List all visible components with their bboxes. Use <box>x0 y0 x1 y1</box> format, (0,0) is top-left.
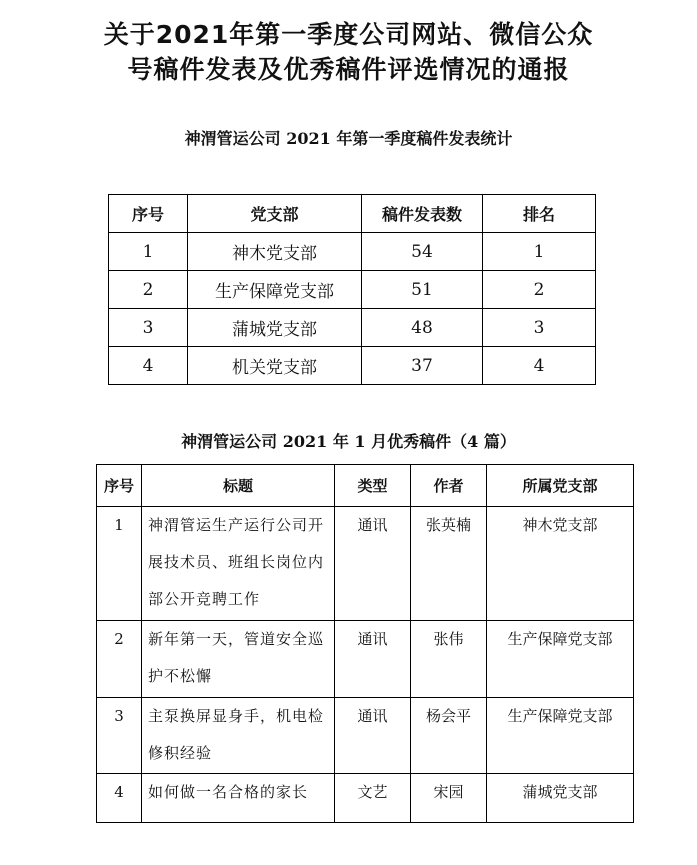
cell-article-title: 新年第一天，管道安全巡护不松懈 <box>142 621 335 698</box>
excellent-articles-table <box>96 464 634 823</box>
cell-rank: 1 <box>483 233 596 271</box>
cell-index: 2 <box>97 621 142 698</box>
cell-branch: 生产保障党支部 <box>487 621 634 698</box>
header-index: 序号 <box>109 195 188 233</box>
document-title-line-1: 关于2021年第一季度公司网站、微信公众 <box>103 20 594 49</box>
table-row <box>109 347 596 385</box>
document-title-line-2: 号稿件发表及优秀稿件评选情况的通报 <box>127 55 570 84</box>
cell-author: 宋园 <box>411 774 487 823</box>
cell-rank: 3 <box>483 309 596 347</box>
header-branch: 党支部 <box>188 195 362 233</box>
table2-caption: 神渭管运公司 2021 年 1 月优秀稿件（4 篇） <box>181 432 516 451</box>
table-row <box>109 233 596 271</box>
cell-branch: 蒲城党支部 <box>487 774 634 823</box>
cell-index: 3 <box>109 309 188 347</box>
cell-branch: 神木党支部 <box>188 233 362 271</box>
cell-branch: 机关党支部 <box>188 347 362 385</box>
cell-count: 54 <box>362 233 483 271</box>
cell-type: 文艺 <box>335 774 411 823</box>
cell-index: 2 <box>109 271 188 309</box>
cell-branch: 神木党支部 <box>487 507 634 621</box>
table-row <box>109 309 596 347</box>
cell-index: 1 <box>97 507 142 621</box>
cell-article-title: 神渭管运生产运行公司开展技术员、班组长岗位内部公开竞聘工作 <box>142 507 335 621</box>
table-row <box>97 698 634 774</box>
cell-branch: 生产保障党支部 <box>487 698 634 774</box>
header-branch: 所属党支部 <box>487 465 634 507</box>
cell-index: 1 <box>109 233 188 271</box>
cell-article-title: 如何做一名合格的家长 <box>142 774 335 823</box>
cell-index: 3 <box>97 698 142 774</box>
cell-count: 51 <box>362 271 483 309</box>
cell-branch: 生产保障党支部 <box>188 271 362 309</box>
cell-author: 张英楠 <box>411 507 487 621</box>
header-title: 标题 <box>142 465 335 507</box>
cell-index: 4 <box>109 347 188 385</box>
table-header-row <box>97 465 634 507</box>
header-index: 序号 <box>97 465 142 507</box>
table-row <box>97 507 634 621</box>
submission-stats-table <box>108 194 596 385</box>
cell-author: 杨会平 <box>411 698 487 774</box>
table-row <box>109 271 596 309</box>
header-count: 稿件发表数 <box>362 195 483 233</box>
cell-branch: 蒲城党支部 <box>188 309 362 347</box>
cell-index: 4 <box>97 774 142 823</box>
header-author: 作者 <box>411 465 487 507</box>
header-rank: 排名 <box>483 195 596 233</box>
cell-type: 通讯 <box>335 621 411 698</box>
header-type: 类型 <box>335 465 411 507</box>
cell-rank: 2 <box>483 271 596 309</box>
table-row <box>97 621 634 698</box>
cell-count: 37 <box>362 347 483 385</box>
table1-caption: 神渭管运公司 2021 年第一季度稿件发表统计 <box>184 129 513 148</box>
cell-article-title: 主泵换屏显身手，机电检修积经验 <box>142 698 335 774</box>
cell-type: 通讯 <box>335 507 411 621</box>
cell-count: 48 <box>362 309 483 347</box>
cell-author: 张伟 <box>411 621 487 698</box>
cell-type: 通讯 <box>335 698 411 774</box>
cell-rank: 4 <box>483 347 596 385</box>
table-row <box>97 774 634 823</box>
table-header-row <box>109 195 596 233</box>
